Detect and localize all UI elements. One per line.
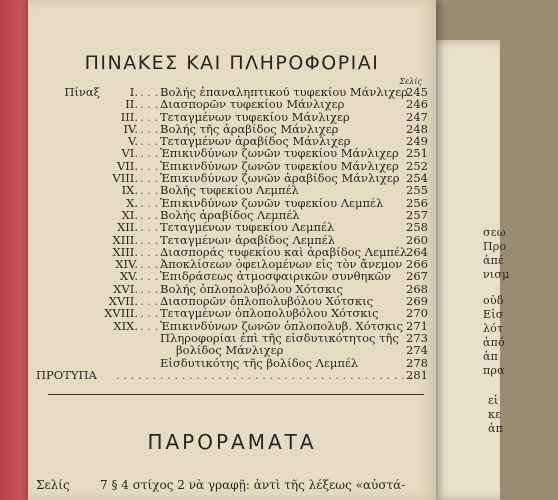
toc-entry-text: Βολής τυφεκίου Λεμπέλ bbox=[160, 183, 299, 198]
book-page bbox=[28, 0, 436, 500]
toc-entry-text: Ἐπικινδύνων ζωνῶν τυφεκίου Μάνλιχερ bbox=[160, 146, 399, 161]
table-prefix-label: Πίναξ bbox=[64, 85, 100, 99]
toc-number: XI. bbox=[121, 207, 138, 222]
toc-row bbox=[56, 147, 428, 159]
toc-entry-text: Εἰσδυτικότης τῆς βολίδος Λεμπέλ bbox=[160, 355, 359, 370]
toc-row bbox=[56, 270, 428, 282]
toc-number: V. bbox=[128, 134, 138, 149]
toc-entry-text: Ἐπικινδύνων ζωνῶν τυφεκίου Μάνλιχερ bbox=[160, 158, 399, 173]
facing-page-text-fragment: οὐδ bbox=[483, 294, 504, 307]
errata-text: 7 § 4 στίχος 2 νὰ γραφῇ: ἀντὶ τῆς λέξεως «αὐστά- bbox=[100, 478, 406, 492]
toc-leader-dots: . . . . bbox=[140, 183, 166, 198]
toc-number: II. bbox=[125, 97, 138, 112]
toc-leader-dots: . . . . bbox=[140, 207, 166, 222]
facing-page-text-fragment: ἀπό bbox=[483, 336, 505, 349]
toc-number: I. bbox=[129, 85, 138, 99]
toc-leader-dots: . . . . bbox=[140, 195, 166, 210]
toc-page-number: 247 bbox=[406, 109, 428, 124]
table-of-contents bbox=[36, 77, 428, 382]
toc-page-number: 256 bbox=[406, 195, 428, 210]
toc-leader-dots: . . . . bbox=[140, 85, 166, 99]
toc-entry-text: Ἐπικινδύνων ζωνῶν τυφεκίου Λεμπέλ bbox=[160, 195, 384, 210]
toc-page-number: 255 bbox=[406, 183, 428, 198]
toc-entry-text: Τεταγμένων ἀραβίδος Μάνλιχερ bbox=[160, 134, 351, 149]
page-column-header: Σελίς bbox=[399, 77, 422, 86]
facing-page-text-fragment: κε bbox=[488, 408, 501, 421]
facing-page-text-fragment: πρα bbox=[483, 364, 505, 377]
errata-title: ΠΑΡΟΡΑΜΑΤΑ bbox=[147, 430, 317, 454]
toc-leader-dots: . . . . bbox=[140, 257, 166, 272]
toc-leader-dots: . . . . bbox=[140, 121, 166, 136]
toc-leader-dots: . . . . bbox=[140, 244, 166, 259]
toc-entry-text: Διασπορῶν ὁπλοπολυβόλου Χότσκις bbox=[160, 294, 374, 309]
toc-leader-dots: . . . . bbox=[140, 97, 166, 112]
toc-page-number: 252 bbox=[406, 158, 428, 173]
toc-leader-dots: . . . . bbox=[140, 220, 166, 235]
toc-page-number: 266 bbox=[406, 257, 428, 272]
toc-number: IV. bbox=[123, 121, 138, 136]
toc-leader-dots: . . . . bbox=[140, 158, 166, 173]
toc-page-number: 264 bbox=[406, 244, 428, 259]
protypa-page-number: 281 bbox=[406, 367, 428, 382]
toc-row bbox=[56, 234, 428, 246]
toc-row bbox=[56, 98, 428, 110]
protypa-label: ΠΡΟΤΥΠΑ bbox=[36, 367, 97, 382]
toc-entry-text: Τεταγμένων ὁπλοπολυβόλου Χότσκις bbox=[160, 306, 379, 321]
toc-leader-dots: . . . . bbox=[140, 232, 166, 247]
toc-number: VII. bbox=[116, 158, 138, 173]
toc-page-number: 268 bbox=[406, 281, 428, 296]
toc-number: XVIII. bbox=[104, 306, 138, 321]
toc-number: XIII. bbox=[112, 232, 138, 247]
section-divider bbox=[48, 394, 424, 395]
facing-page-text-fragment: σεω bbox=[483, 226, 506, 239]
toc-number: III. bbox=[120, 109, 138, 124]
facing-page bbox=[425, 40, 510, 500]
toc-number: XIII. bbox=[112, 244, 138, 259]
toc-row bbox=[56, 357, 428, 369]
toc-leader-dots: . . . . bbox=[140, 269, 166, 284]
toc-page-number: 248 bbox=[406, 121, 428, 136]
toc-page-number: 274 bbox=[406, 343, 428, 358]
toc-page-number: 257 bbox=[406, 207, 428, 222]
toc-leader-dots: . . . . bbox=[140, 171, 166, 186]
toc-number: IX. bbox=[121, 183, 138, 198]
facing-page-text-fragment: εἰ bbox=[488, 394, 499, 407]
toc-entry-text: Διασποράς τυφεκίου καὶ ἀραβίδος Λεμπέλ bbox=[160, 244, 408, 259]
toc-leader-dots: . . . . bbox=[140, 146, 166, 161]
toc-page-number: 245 bbox=[406, 85, 428, 99]
toc-entry-text: Τεταγμένων τυφεκίου Μάνλιχερ bbox=[160, 109, 350, 124]
toc-page-number: 246 bbox=[406, 97, 428, 112]
toc-entry-text: Βολής ὁπλοπολυβόλου Χότσκις bbox=[160, 281, 343, 296]
facing-page-text-fragment: Προ bbox=[483, 240, 507, 253]
toc-entry-text: Ἐπικινδύνων ζωνῶν ὁπλοπολυβ. Χότσκις bbox=[160, 318, 403, 333]
toc-entry-text: Ἀποκλίσεων ὀφειλομένων εἰς τὸν ἄνεμον bbox=[160, 257, 403, 272]
toc-page-number: 270 bbox=[406, 306, 428, 321]
toc-number: XVI. bbox=[113, 281, 138, 296]
toc-row bbox=[56, 307, 428, 319]
toc-page-number: 271 bbox=[406, 318, 428, 333]
facing-page-text-fragment: ἀπ bbox=[488, 422, 504, 435]
toc-entry-text: Ἐπιδράσεως ἀτμοσφαιρικῶν συνθηκῶν bbox=[160, 269, 391, 284]
toc-page-number: 278 bbox=[406, 355, 428, 370]
toc-entry-text: Βολής τῆς ἀραβίδος Μάνλιχερ bbox=[160, 121, 339, 136]
toc-number: XIV. bbox=[115, 257, 138, 272]
errata-page-label: Σελίς bbox=[36, 478, 70, 492]
toc-leader-dots: . . . . bbox=[140, 294, 166, 309]
toc-entry-text: Βολής ἐπαναληπτικού τυφεκίου Μάνλιχερ bbox=[160, 85, 408, 99]
toc-entry-text: Βολής ἀραβίδος Λεμπέλ bbox=[160, 207, 300, 222]
facing-page-text-fragment: ἀπέ bbox=[483, 254, 504, 267]
facing-page-text-fragment: λότ bbox=[483, 322, 504, 335]
toc-page-number: 254 bbox=[406, 171, 428, 186]
toc-entry-text: Ἐπικινδύνων ζωνῶν ἀραβίδος Μάνλιχερ bbox=[160, 171, 400, 186]
toc-leader-dots: . . . . bbox=[140, 318, 166, 333]
toc-number: XIX. bbox=[113, 318, 138, 333]
toc-page-number: 269 bbox=[406, 294, 428, 309]
facing-page-text-fragment: νισμ bbox=[483, 268, 510, 281]
toc-entry-text: Τεταγμένων ἀραβίδος Λεμπέλ bbox=[160, 232, 336, 247]
toc-entry-text: Τεταγμένων τυφεκίου Λεμπέλ bbox=[160, 220, 335, 235]
toc-entry-text: Πληροφορίαι ἐπὶ τῆς εἰσδυτικότητος τῆς bbox=[160, 330, 399, 345]
toc-number: VI. bbox=[121, 146, 138, 161]
toc-number: XV. bbox=[119, 269, 138, 284]
toc-leader-dots: . . . . bbox=[140, 134, 166, 149]
page-title: ΠΙΝΑΚΕΣ ΚΑΙ ΠΛΗΡΟΦΟΡΙΑΙ bbox=[84, 52, 380, 74]
toc-leader-dots: . . . . bbox=[140, 281, 166, 296]
facing-page-text-fragment: ἀπ bbox=[483, 350, 499, 363]
toc-page-number: 267 bbox=[406, 269, 428, 284]
toc-leader-dots: . . . . bbox=[140, 109, 166, 124]
toc-page-number: 273 bbox=[406, 330, 428, 345]
toc-number: XVII. bbox=[108, 294, 138, 309]
toc-number: XII. bbox=[117, 220, 138, 235]
toc-row-protypa bbox=[36, 369, 428, 381]
toc-page-number: 249 bbox=[406, 134, 428, 149]
toc-leader-dots: . . . . . . . . . . . . . . . . . . . . . . . . . . . . . . . . . . . . . . . . . bbox=[116, 367, 413, 382]
toc-page-number: 251 bbox=[406, 146, 428, 161]
toc-number: X. bbox=[126, 195, 138, 210]
toc-page-number: 260 bbox=[406, 232, 428, 247]
toc-row bbox=[56, 344, 428, 356]
toc-entry-text: βολίδος Μάνλιχερ bbox=[176, 343, 284, 358]
toc-row bbox=[56, 221, 428, 233]
toc-page-number: 258 bbox=[406, 220, 428, 235]
toc-entry-text: Διασπορῶν τυφεκίου Μάνλιχερ bbox=[160, 97, 345, 112]
toc-row bbox=[56, 184, 428, 196]
toc-number: VIII. bbox=[112, 171, 138, 186]
toc-leader-dots: . . . . bbox=[140, 306, 166, 321]
facing-page-text-fragment: Εἰσ bbox=[483, 308, 504, 321]
